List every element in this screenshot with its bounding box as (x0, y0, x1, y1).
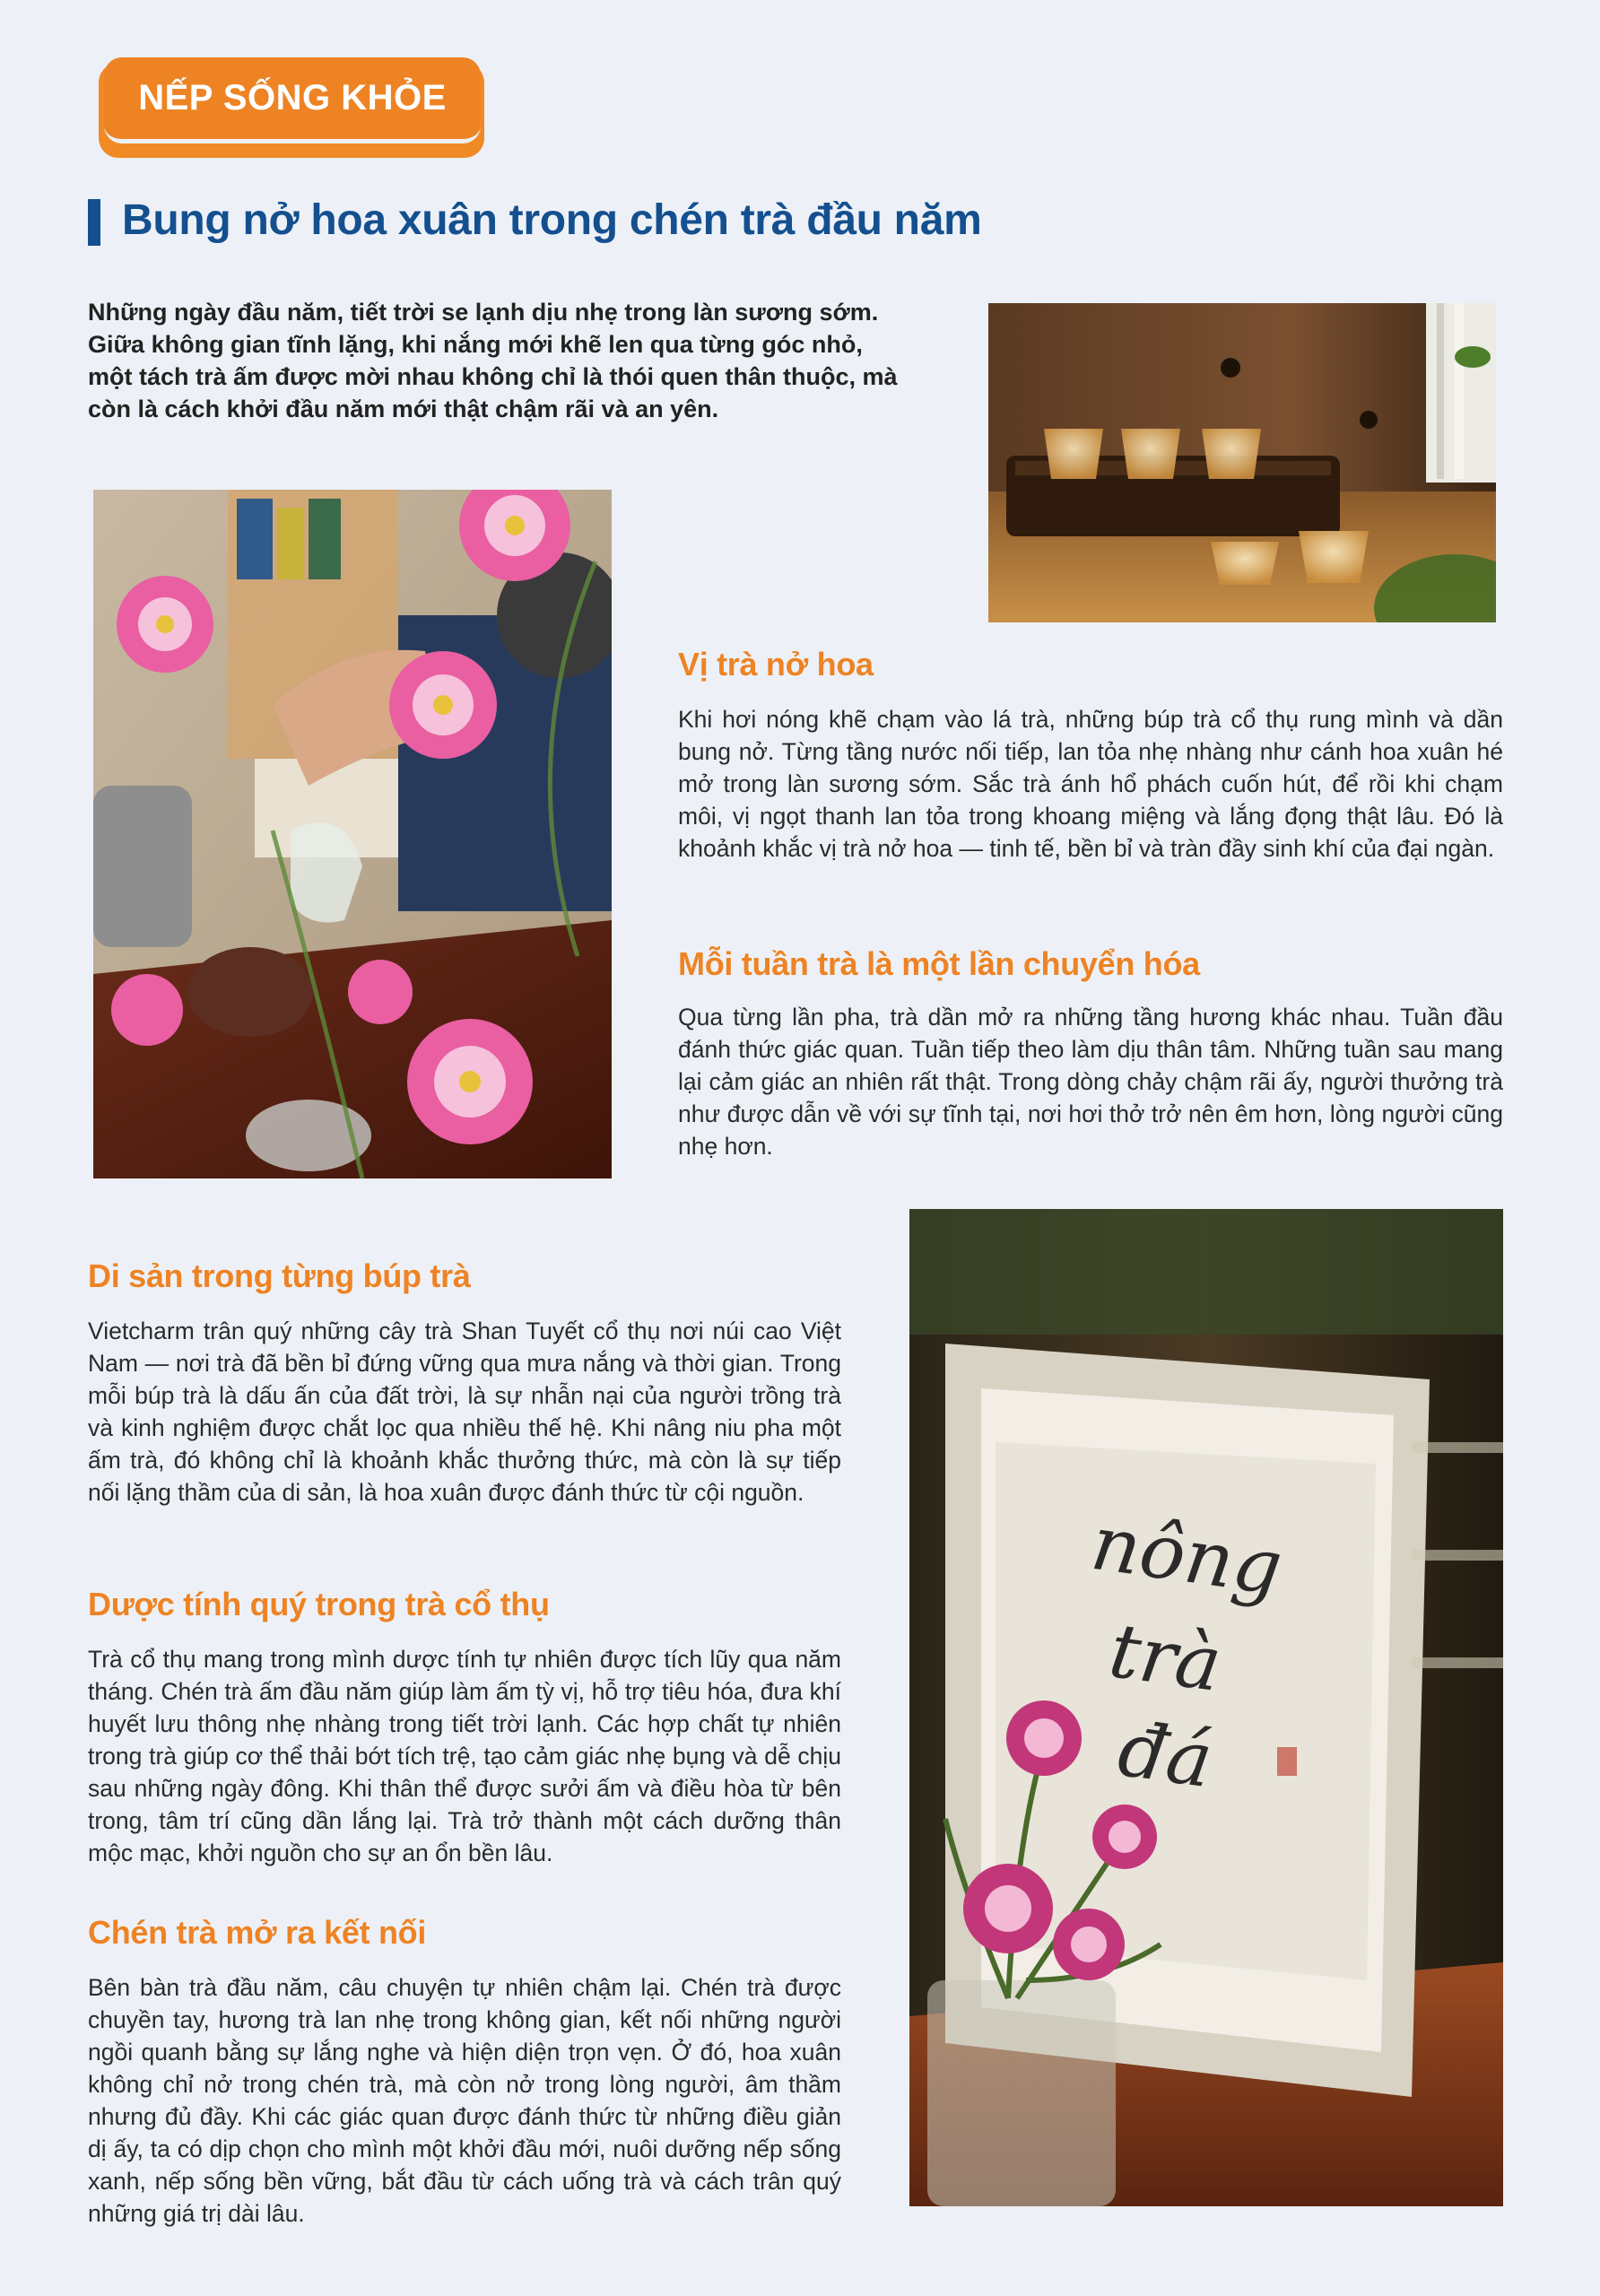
section-body-moi-tuan-tra: Qua từng lần pha, trà dần mở ra những tầng hương khác nhau. Tuần đầu đánh thức giác quan. Tuần tiếp theo làm dịu thân tâm. Những tuần sau mang lại cảm giác an nhiên rất thật. Trong dòng chảy chậm rãi ấy, người thưởng trà như được dẫn về với sự tĩnh tại, nơi hơi thở trở nên êm hơn, lòng người cũng nhẹ hơn. (678, 1004, 1503, 1160)
calligraphy-frame-photo (909, 1209, 1503, 2206)
calligraphy-word-3: đá (1113, 1704, 1218, 1805)
category-tag-label: NẾP SỐNG KHỎE (138, 78, 447, 117)
section-heading-duoc-tinh: Dược tính quý trong trà cổ thụ (88, 1586, 550, 1622)
section-body-di-san: Vietcharm trân quý những cây trà Shan Tuyết cổ thụ nơi núi cao Việt Nam — nơi trà đã bền bỉ đứng vững qua mưa nắng và thời gian. Trong mỗi búp trà là dấu ấn của đất trời, là sự nhẫn nại của người trồng trà và kinh nghiệm được chắt lọc qua nhiều thế hệ. Khi nâng niu pha một ấm trà, đó không chỉ là khoảnh khắc thưởng thức, mà còn là sự tiếp nối lặng thầm của di sản, là hoa xuân được đánh thức từ cội nguồn. (88, 1318, 841, 1506)
section-heading-di-san: Di sản trong từng búp trà (88, 1257, 471, 1294)
article-title: Bung nở hoa xuân trong chén trà đầu năm (122, 196, 982, 244)
section-body-vi-tra-no-hoa: Khi hơi nóng khẽ chạm vào lá trà, những búp trà cổ thụ rung mình và dần bung nở. Từng tầng nước nối tiếp, lan tỏa nhẹ nhàng như cánh hoa xuân hé mở trong làn sương sớm. Sắc trà ánh hổ phách cuốn hút, để rồi khi chạm môi, vị ngọt thanh lan tỏa trong khoang miệng và lắng đọng thật lâu. Đó là khoảnh khắc vị trà nở hoa — tinh tế, bền bỉ và tràn đầy sinh khí của đại ngàn. (678, 706, 1503, 862)
title-accent-bar (88, 199, 100, 246)
section-heading-vi-tra-no-hoa: Vị trà nở hoa (678, 646, 874, 683)
tea-pouring-photo (93, 490, 612, 1178)
tea-cups-photo (988, 303, 1496, 622)
calligraphy-word-1: nông (1086, 1498, 1288, 1613)
section-body-duoc-tinh: Trà cổ thụ mang trong mình dược tính tự nhiên được tích lũy qua năm tháng. Chén trà ấm đầu năm giúp làm ấm tỳ vị, hỗ trợ tiêu hóa, đưa khí huyết lưu thông nhẹ nhàng trong tiết trời lạnh. Các hợp chất tự nhiên trong trà giúp cơ thể thải bớt tích trệ, tạo cảm giác nhẹ bụng và dễ chịu sau những ngày đông. Khi thân thể được sưởi ấm và điều hòa từ bên trong, tâm trí cũng dần lắng lại. Trà trở thành một cách dưỡng thân mộc mạc, khởi nguồn cho sự an ổn bền lâu. (88, 1646, 841, 1866)
section-body-ket-noi: Bên bàn trà đầu năm, câu chuyện tự nhiên chậm lại. Chén trà được chuyền tay, hương trà lan nhẹ trong không gian, kết nối những người ngồi quanh bằng sự lắng nghe và hiện diện trọn vẹn. Ở đó, hoa xuân không chỉ nở trong chén trà, mà còn nở trong lòng người, âm thầm nhưng đủ đầy. Khi các giác quan được đánh thức từ những điều giản dị ấy, ta có dịp chọn cho mình một khởi đầu mới, nuôi dưỡng nếp sống xanh, nếp sống bền vững, bắt đầu từ cách uống trà và cách trân quý những giá trị dài lâu. (88, 1974, 841, 2227)
calligraphy-word-2: trà (1104, 1605, 1227, 1709)
intro-paragraph: Những ngày đầu năm, tiết trời se lạnh dịu nhẹ trong làn sương sớm. Giữa không gian tĩnh lặng, khi nắng mới khẽ len qua từng góc nhỏ, một tách trà ấm được mời nhau không chỉ là thói quen thân thuộc, mà còn là cách khởi đầu năm mới thật chậm rãi và an yên. (88, 299, 898, 422)
section-heading-moi-tuan-tra: Mỗi tuần trà là một lần chuyển hóa (678, 945, 1200, 982)
section-heading-ket-noi: Chén trà mở ra kết nối (88, 1914, 427, 1951)
category-tag (104, 57, 481, 144)
